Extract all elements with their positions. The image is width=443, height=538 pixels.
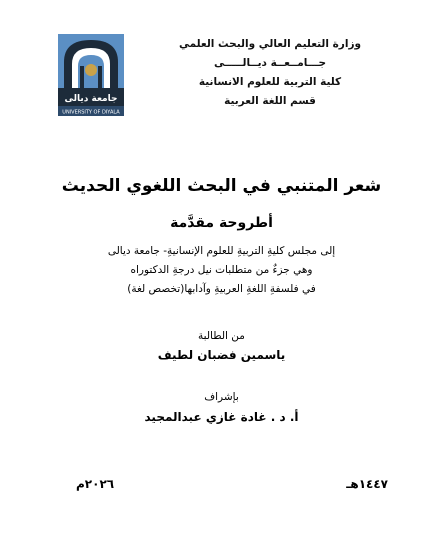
logo-arabic-wordmark: جامعة ديالى — [64, 94, 118, 104]
submission-line: إلى مجلس كليةِ التربيةِ للعلوم الإنسانيةِ- جامعة ديالى — [107, 245, 336, 257]
logo-column-left — [80, 66, 84, 90]
university-name: جـــامــعــة ديــالـــــى — [213, 57, 327, 69]
ministry-name: وزارة التعليم العالي والبحث العلمي — [178, 38, 362, 50]
hijri-date: ١٤٤٧هـ — [346, 477, 388, 491]
supervisor-name: أ. د . غادة غازي عبدالمجيد — [144, 410, 299, 424]
institution-block — [155, 35, 385, 111]
university-of-diyala-logo-icon — [56, 32, 126, 118]
university-logo — [56, 32, 126, 118]
submission-line: في فلسفةِ اللغةِ العربيةِ وآدابها(تخصص لغة) — [127, 283, 316, 295]
logo-column-right — [98, 66, 102, 90]
college-name: كلية التربية للعلوم الانسانية — [198, 76, 342, 88]
thesis-type: أطروحة مقدَّمة — [170, 215, 273, 231]
submission-line: وهي جزءٌ من متطلبات نيل درجةِ الدكتوراه — [130, 264, 313, 276]
supervisor-label: بإشراف — [204, 391, 239, 403]
department-name: قسم اللغة العربية — [224, 95, 316, 107]
logo-emblem — [85, 64, 97, 76]
thesis-title: شعر المتنبي في البحث اللغوي الحديث — [61, 176, 382, 196]
gregorian-date: ٢٠٢٦م — [76, 477, 115, 491]
submission-statement — [0, 242, 443, 299]
student-name: ياسمين فضبان لطيف — [157, 348, 286, 362]
student-label: من الطالبة — [198, 330, 245, 342]
logo-english-wordmark: UNIVERSITY OF DIYALA — [62, 109, 120, 116]
